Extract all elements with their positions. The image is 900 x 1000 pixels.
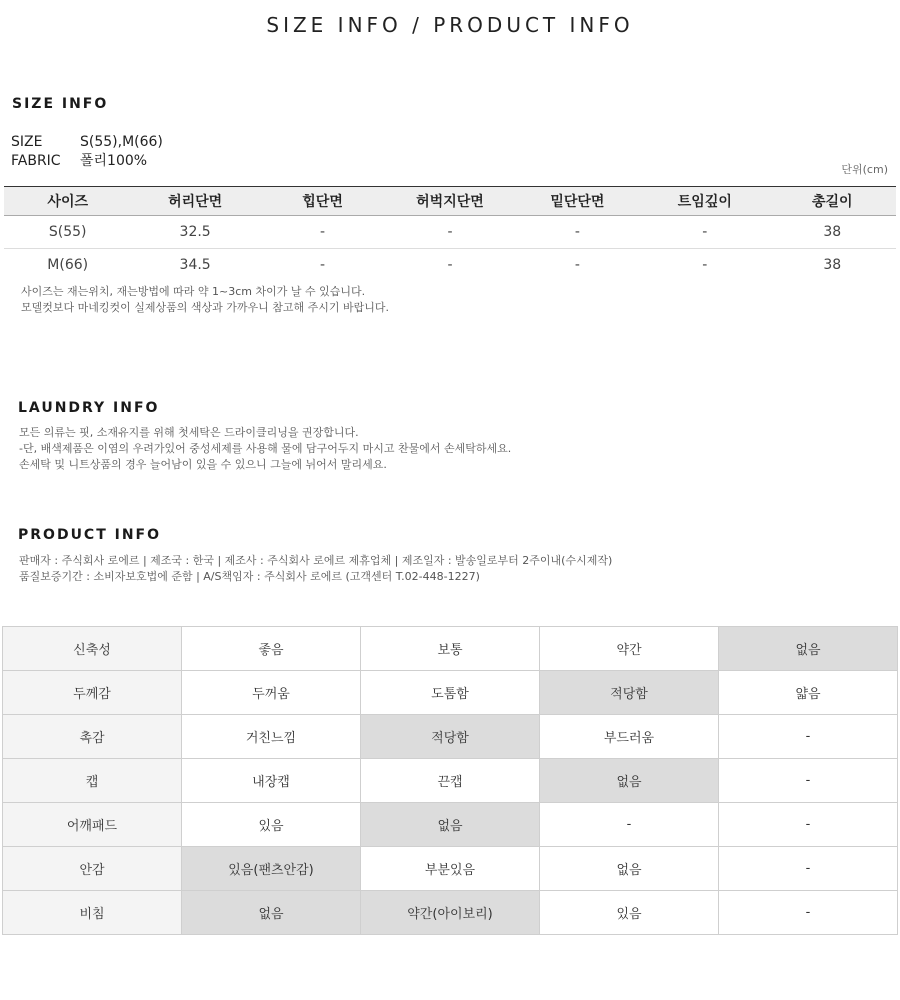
- attribute-option: 적당함: [540, 671, 719, 715]
- attribute-option: 끈캡: [361, 759, 540, 803]
- table-cell: -: [320, 257, 326, 273]
- attribute-option: 도톰함: [361, 671, 540, 715]
- attribute-option: -: [719, 759, 898, 803]
- table-cell: -: [514, 216, 641, 249]
- table-cell: -: [447, 257, 453, 273]
- column-header: 사이즈: [4, 187, 131, 216]
- size-table-header-row: [4, 187, 896, 216]
- attribute-option: -: [719, 715, 898, 759]
- table-row: [4, 216, 896, 249]
- table-row: [4, 249, 896, 282]
- note-line: 손세탁 및 니트상품의 경우 늘어남이 있을 수 있으니 그늘에 뉘어서 말리세요.: [19, 458, 387, 471]
- product-info-heading: PRODUCT INFO: [18, 527, 162, 543]
- table-cell: 38: [823, 257, 842, 273]
- note-line: 모든 의류는 핏, 소재유지를 위해 첫세탁은 드라이클리닝을 권장합니다.: [19, 426, 359, 439]
- note-line: 품질보증기간 : 소비자보호법에 준함 | A/S책임자 : 주식회사 로에르 (고객센터 T.02-448-1227): [19, 570, 480, 583]
- attribute-option: 있음(팬츠안감): [182, 847, 361, 891]
- column-header: 총길이: [769, 187, 896, 216]
- attribute-option: 두꺼움: [182, 671, 361, 715]
- table-cell: 38: [769, 216, 896, 249]
- note-line: -단, 배색제품은 이염의 우려가있어 중성세제를 사용해 물에 담구어두지 마시고 찬물에서 손세탁하세요.: [19, 442, 512, 455]
- attribute-option: 없음: [719, 627, 898, 671]
- note-line: 판매자 : 주식회사 로에르 | 제조국 : 한국 | 제조사 : 주식회사 로에르 제휴업체 | 제조일자 : 발송일로부터 2주이내(수시제작): [19, 554, 613, 567]
- attribute-option: 내장캡: [182, 759, 361, 803]
- fabric-value: 폴리100%: [80, 153, 148, 169]
- size-label: SIZE: [11, 134, 43, 150]
- attribute-option: -: [540, 803, 719, 847]
- table-cell: S(55): [4, 216, 131, 249]
- attribute-name: 신축성: [3, 627, 182, 671]
- attribute-option: -: [719, 847, 898, 891]
- table-cell: -: [702, 257, 708, 273]
- attribute-name: 캡: [3, 759, 182, 803]
- attribute-option: 약간: [540, 627, 719, 671]
- fabric-label: FABRIC: [11, 153, 61, 169]
- attribute-option: 거친느낌: [182, 715, 361, 759]
- attribute-row: [3, 627, 898, 671]
- attribute-option: 없음: [361, 803, 540, 847]
- attribute-option: 좋음: [182, 627, 361, 671]
- size-spec: [11, 134, 163, 150]
- table-cell: -: [641, 216, 768, 249]
- table-cell: M(66): [47, 257, 89, 273]
- attribute-name: 어깨패드: [3, 803, 182, 847]
- unit-label: 단위(cm): [841, 163, 888, 176]
- attribute-option: -: [719, 803, 898, 847]
- attribute-option: 얇음: [719, 671, 898, 715]
- laundry-notes: [19, 425, 511, 473]
- size-info-heading: SIZE INFO: [12, 96, 109, 112]
- attribute-row: [3, 759, 898, 803]
- column-header: 허리단면: [131, 187, 258, 216]
- attribute-option: 부드러움: [540, 715, 719, 759]
- attribute-row: [3, 671, 898, 715]
- attribute-row: [3, 715, 898, 759]
- product-notes: [19, 553, 612, 585]
- table-cell: -: [386, 216, 513, 249]
- product-attribute-table: [2, 626, 898, 935]
- table-cell: 32.5: [131, 216, 258, 249]
- column-header: 트임깊이: [641, 187, 768, 216]
- note-line: 사이즈는 재는위치, 재는방법에 따라 약 1~3cm 차이가 날 수 있습니다.: [21, 285, 366, 298]
- size-value: S(55),M(66): [80, 134, 163, 150]
- column-header: 힙단면: [259, 187, 386, 216]
- fabric-spec: [11, 150, 147, 170]
- attribute-option: 부분있음: [361, 847, 540, 891]
- attribute-name: 두께감: [3, 671, 182, 715]
- attribute-option: 없음: [182, 891, 361, 935]
- attribute-name: 비침: [3, 891, 182, 935]
- attribute-option: 보통: [361, 627, 540, 671]
- attribute-option: 적당함: [361, 715, 540, 759]
- size-table: [4, 186, 896, 281]
- attribute-row: [3, 847, 898, 891]
- attribute-option: 약간(아이보리): [361, 891, 540, 935]
- table-cell: -: [259, 216, 386, 249]
- attribute-option: 없음: [540, 759, 719, 803]
- attribute-option: 있음: [182, 803, 361, 847]
- column-header: 밑단단면: [514, 187, 641, 216]
- table-cell: 34.5: [179, 257, 211, 273]
- attribute-row: [3, 803, 898, 847]
- column-header: 허벅지단면: [386, 187, 513, 216]
- attribute-option: -: [719, 891, 898, 935]
- attribute-name: 안감: [3, 847, 182, 891]
- page-title: SIZE INFO / PRODUCT INFO: [266, 13, 634, 37]
- attribute-row: [3, 891, 898, 935]
- table-cell: -: [574, 257, 580, 273]
- size-notes: [21, 284, 389, 316]
- laundry-info-heading: LAUNDRY INFO: [18, 400, 160, 416]
- attribute-name: 촉감: [3, 715, 182, 759]
- note-line: 모델컷보다 마네킹컷이 실제상품의 색상과 가까우니 참고해 주시기 바랍니다.: [21, 301, 390, 314]
- attribute-option: 있음: [540, 891, 719, 935]
- attribute-option: 없음: [540, 847, 719, 891]
